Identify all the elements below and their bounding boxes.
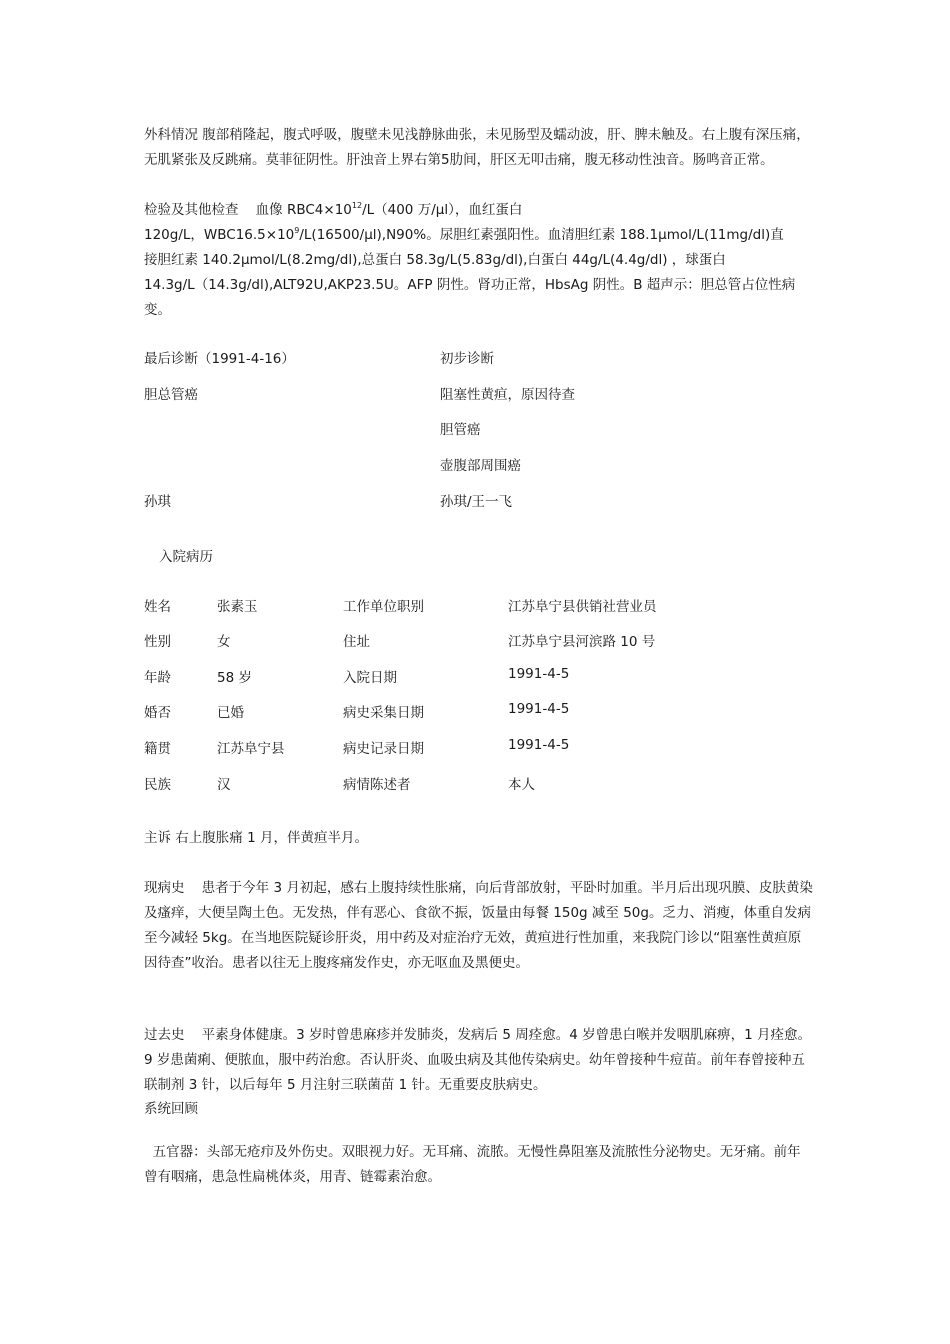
initial-diagnosis-item: 阻塞性黄疸，原因待查 [440, 387, 575, 403]
field-value: 汉 [217, 777, 231, 793]
initial-diagnosis-item: 胆管癌 [440, 422, 481, 438]
field-value: 张素玉 [217, 599, 258, 615]
review-title: 系统回顾 [144, 1101, 198, 1117]
present-text: 患者于今年 3 月初起，感右上腹持续性胀痛，向后背部放射，平卧时加重。半月后出现巩膜、皮肤黄染及瘙痒，大便呈陶土色。无发热，伴有恶心、食欲不振，饭量由每餐 150g 减至 50g。乏力、消瘦，体重自发病至今减轻 5kg。在当地医院疑诊肝炎，用中药及对症治疗无效，黄疸进行性加重，来我院门诊以“阻塞性黄疸原因待查”收治。患者以往无上腹疼痛发作史，亦无呕血及黑便史。 [144, 880, 813, 971]
lab-line-2 [144, 223, 784, 243]
lab-text-1a: 血像 RBC4×10 [255, 202, 352, 218]
review-ent [144, 1140, 814, 1190]
lab-line-5: 变。 [144, 302, 171, 318]
field-label: 婚否 [144, 705, 171, 721]
ent-label: 五官器： [152, 1144, 207, 1160]
lab-line-1 [144, 198, 522, 218]
final-diagnosis-label: 最后诊断（1991-4-16） [144, 351, 295, 367]
field-value: 江苏阜宁县供销社营业员 [508, 599, 657, 615]
field-value: 58 岁 [217, 670, 252, 686]
final-diagnosis-value: 胆总管癌 [144, 387, 198, 403]
ent-text: 头部无疮疖及外伤史。双眼视力好。无耳痛、流脓。无慢性鼻阻塞及流脓性分泌物史。无牙痛。前年曾有咽痛，患急性扁桃体炎，用青、链霉素治愈。 [144, 1144, 801, 1185]
field-label: 姓名 [144, 599, 171, 615]
chief-complaint [144, 826, 814, 851]
past-label: 过去史 [144, 1027, 185, 1043]
field-label: 病情陈述者 [343, 777, 411, 793]
field-label: 入院日期 [343, 670, 397, 686]
surgical-section [144, 123, 814, 173]
lab-line-3: 接胆红素 140.2μmol/L(8.2mg/dl),总蛋白 58.3g/L(5.83g/dl),白蛋白 44g/L(4.4g/dl) ，球蛋白 [144, 252, 726, 268]
field-label: 住址 [343, 634, 370, 650]
initial-diagnosis-label: 初步诊断 [440, 351, 494, 367]
present-illness [144, 876, 814, 976]
lab-sup-1: 12 [351, 201, 363, 210]
present-label: 现病史 [144, 880, 185, 896]
field-value: 江苏阜宁县 [217, 741, 285, 757]
complaint-label: 主诉 [144, 830, 171, 846]
field-value: 本人 [508, 777, 535, 793]
field-label: 工作单位职别 [343, 599, 424, 615]
lab-text-2a: 120g/L，WBC16.5×10 [144, 227, 295, 243]
field-label: 病史记录日期 [343, 741, 424, 757]
field-value: 已婚 [217, 705, 244, 721]
field-label: 病史采集日期 [343, 705, 424, 721]
lab-sup-2: 9 [294, 226, 300, 235]
field-label: 年龄 [144, 670, 171, 686]
surgical-text: 腹部稍隆起，腹式呼吸，腹壁未见浅静脉曲张，未见肠型及蠕动波，肝、脾未触及。右上腹有深压痛，无肌紧张及反跳痛。莫菲征阴性。肝浊音上界右第5肋间，肝区无叩击痛，腹无移动性浊音。肠鸣音正常。 [144, 127, 810, 168]
lab-text-2b: /L(16500/μl),N90%。尿胆红素强阳性。血清胆红素 188.1μmol/L(11mg/dl)直 [299, 227, 784, 243]
initial-diagnosis-item: 壶腹部周围癌 [440, 458, 521, 474]
field-value: 女 [217, 634, 231, 650]
initial-diagnosis-doctor: 孙琪/王一飞 [440, 494, 513, 510]
final-diagnosis-doctor: 孙琪 [144, 494, 171, 510]
field-value: 1991-4-5 [508, 666, 570, 682]
surgical-label: 外科情况 [144, 127, 198, 143]
field-value: 1991-4-5 [508, 701, 570, 717]
past-history [144, 1023, 814, 1098]
lab-text-1b: /L（400 万/μl），血红蛋白 [362, 202, 523, 218]
lab-label: 检验及其他检查 [144, 202, 239, 218]
field-label: 性别 [144, 634, 171, 650]
lab-line-4: 14.3g/L（14.3g/dl),ALT92U,AKP23.5U。AFP 阴性。肾功正常，HbsAg 阴性。B 超声示：胆总管占位性病 [144, 277, 796, 293]
field-label: 民族 [144, 777, 171, 793]
field-label: 籍贯 [144, 741, 171, 757]
admission-title: 入院病历 [159, 549, 213, 565]
complaint-text: 右上腹胀痛 1 月，伴黄疸半月。 [175, 830, 368, 846]
field-value: 江苏阜宁县河滨路 10 号 [508, 634, 656, 650]
field-value: 1991-4-5 [508, 737, 570, 753]
past-text: 平素身体健康。3 岁时曾患麻疹并发肺炎，发病后 5 周痊愈。4 岁曾患白喉并发咽肌麻痹，1 月痊愈。9 岁患菌痢、便脓血，服中药治愈。否认肝炎、血吸虫病及其他传染病史。幼年曾接种牛痘苗。前年春曾接种五联制剂 3 针，以后每年 5 月注射三联菌苗 1 针。无重要皮肤病史。 [144, 1027, 811, 1093]
